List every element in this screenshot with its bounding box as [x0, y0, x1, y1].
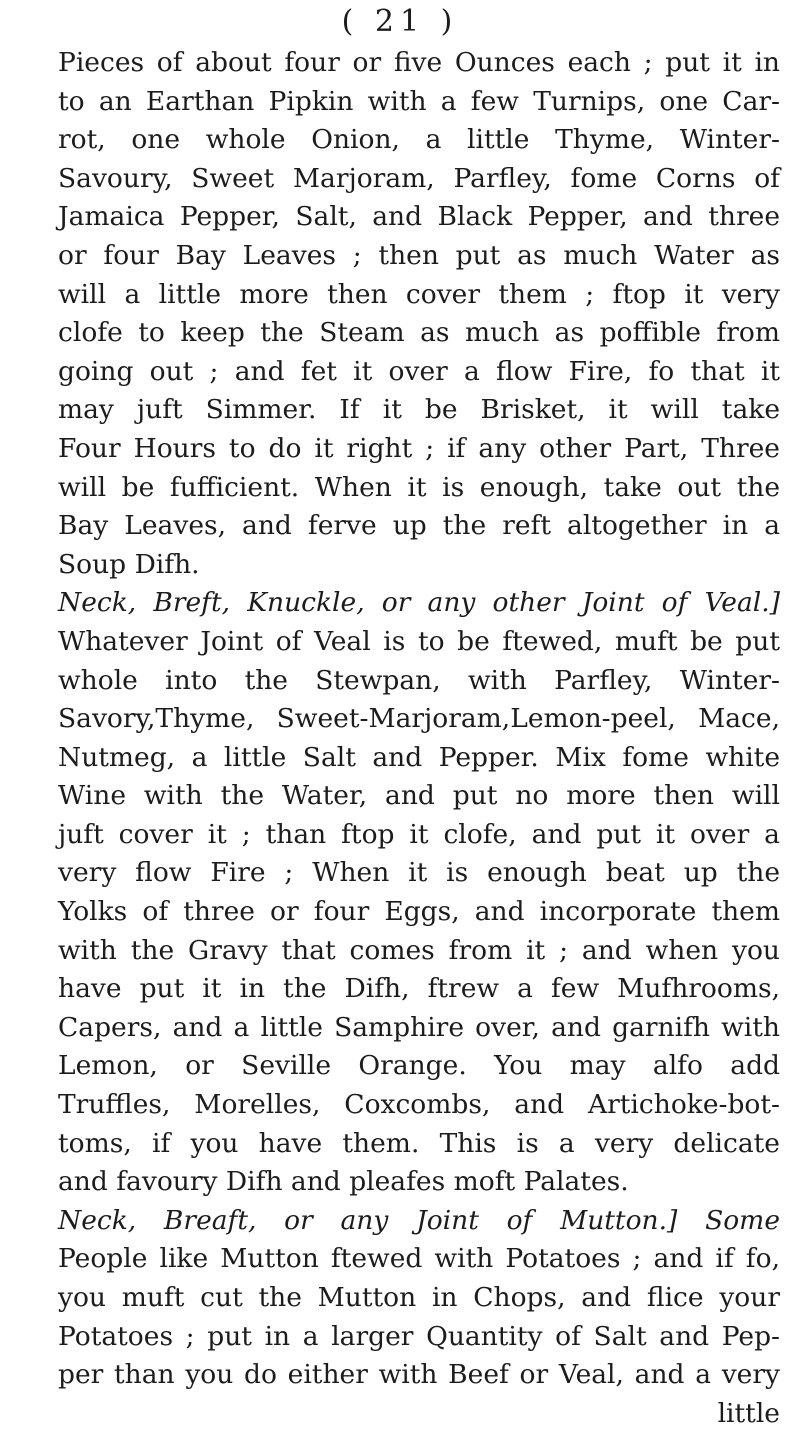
- recipe-heading-line: Neck, Breaft, or any Joint of Mutton.] Some: [58, 1204, 780, 1236]
- text-line: may juft Simmer. If it be Brisket, it will take: [58, 394, 780, 426]
- text-line: toms, if you have them. This is a very delicate: [58, 1127, 780, 1159]
- text-line: Savory,Thyme, Sweet-Marjoram,Lemon-peel, Mace,: [58, 703, 780, 735]
- text-line: very flow Fire ; When it is enough beat up the: [58, 857, 780, 889]
- text-line: Yolks of three or four Eggs, and incorporate them: [58, 896, 780, 928]
- text-body: [58, 44, 780, 1433]
- catchword: little: [717, 1397, 780, 1429]
- text-line: Savoury, Sweet Marjoram, Parfley, fome Corns of: [58, 162, 780, 194]
- text-line: have put it in the Difh, ftrew a few Mufhrooms,: [58, 973, 780, 1005]
- recipe-heading-line: Neck, Breft, Knuckle, or any other Joint of Veal.]: [58, 587, 780, 619]
- text-line: will be fufficient. When it is enough, take out the: [58, 471, 780, 503]
- text-line: Four Hours to do it right ; if any other Part, Three: [58, 432, 780, 464]
- text-line: whole into the Stewpan, with Parfley, Winter-: [58, 664, 780, 696]
- text-line: Nutmeg, a little Salt and Pepper. Mix fome white: [58, 741, 780, 773]
- text-line: to an Earthan Pipkin with a few Turnips, one Car-: [58, 85, 780, 117]
- page-number: ( 21 ): [341, 4, 459, 39]
- text-line: going out ; and fet it over a flow Fire, fo that it: [58, 355, 780, 387]
- text-line: with the Gravy that comes from it ; and when you: [58, 934, 780, 966]
- text-line: juft cover it ; than ftop it clofe, and put it over a: [58, 818, 780, 850]
- text-line: clofe to keep the Steam as much as poffible from: [58, 317, 780, 349]
- text-line: or four Bay Leaves ; then put as much Water as: [58, 239, 780, 271]
- text-line: Lemon, or Seville Orange. You may alfo add: [58, 1050, 780, 1082]
- text-line: Soup Difh.: [58, 548, 200, 580]
- text-line: Whatever Joint of Veal is to be ftewed, muft be put: [58, 625, 780, 657]
- text-line: per than you do either with Beef or Veal, and a very: [58, 1359, 780, 1391]
- text-line: Potatoes ; put in a larger Quantity of Salt and Pep-: [58, 1320, 780, 1352]
- text-line: Wine with the Water, and put no more then will: [58, 780, 780, 812]
- text-line: Capers, and a little Samphire over, and garnifh with: [58, 1011, 780, 1043]
- text-line: rot, one whole Onion, a little Thyme, Winter-: [58, 124, 780, 156]
- text-line: Bay Leaves, and ferve up the reft altogether in a: [58, 510, 780, 542]
- text-line: Pieces of about four or five Ounces each ; put it in: [58, 47, 780, 78]
- text-line: you muft cut the Mutton in Chops, and flice your: [58, 1282, 780, 1313]
- text-line: will a little more then cover them ; ftop it very: [58, 278, 780, 310]
- text-line: Jamaica Pepper, Salt, and Black Pepper, and three: [58, 201, 780, 233]
- text-line: and favoury Difh and pleafes moft Palates.: [58, 1166, 629, 1198]
- text-line: Truffles, Morelles, Coxcombs, and Artichoke-bot-: [58, 1089, 780, 1121]
- text-line: People like Mutton ftewed with Potatoes ; and if fo,: [58, 1243, 780, 1275]
